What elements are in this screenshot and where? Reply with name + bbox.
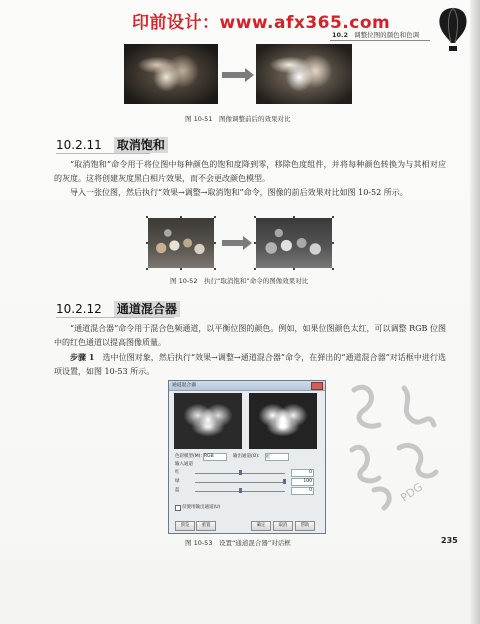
reset-button[interactable]: 重置 [196, 521, 216, 531]
channel-red-label: 红 [175, 470, 180, 475]
channel-green-slider[interactable] [195, 482, 285, 483]
color-model-label: 色彩模型(M): [175, 454, 202, 459]
section-heading-10-2-12 [56, 300, 180, 317]
help-button[interactable]: 帮助 [295, 521, 315, 531]
color-model-value: RGB [204, 454, 214, 459]
page-bottom-margin [0, 560, 480, 624]
figure-52-before-image [148, 218, 214, 268]
color-model-select[interactable] [203, 453, 227, 461]
mono-label: 仅使用输出通道(U) [182, 505, 221, 510]
step-text: 选中位图对象，然后执行“效果→调整→通道混合器”命令，在弹出的“通道混合器”对话框中进行选项设置，如图 10-53 所示。 [54, 353, 446, 376]
figure-51-caption: 图 10-51 图像调整前后的效果对比 [185, 115, 291, 123]
seal-text: PDG [398, 480, 426, 505]
channel-mixer-dialog [168, 380, 326, 534]
running-head-section-number: 10.2 [332, 31, 349, 39]
page-number: 235 [441, 536, 458, 545]
channel-green-thumb[interactable] [283, 479, 286, 484]
input-channels-label: 输入通道 [175, 462, 193, 467]
preview-button[interactable]: 预览 [175, 521, 195, 531]
running-head [332, 30, 419, 39]
figure-52-after-image [256, 218, 332, 268]
figure-52-caption: 图 10-52 执行“取消饱和”命令的图像效果对比 [170, 277, 309, 285]
output-channel-select[interactable] [265, 453, 289, 461]
output-channel-value: 红 [266, 455, 271, 460]
cancel-button[interactable]: 取消 [273, 521, 293, 531]
figure-51-arrow-icon [222, 72, 246, 78]
figure-52-arrow-icon [222, 240, 244, 246]
channel-green-label: 绿 [175, 479, 180, 484]
channel-blue-label: 蓝 [175, 488, 180, 493]
section-number: 10.2.12 [56, 302, 102, 316]
channel-red-thumb[interactable] [239, 470, 242, 475]
preview-after-image [249, 393, 317, 449]
paragraph: 导入一张位图，然后执行“效果→调整→取消饱和”命令，图像的前后效果对比如图 10-52 所示。 [70, 188, 408, 197]
running-head-section-title: 调整位图的颜色和色调 [354, 31, 420, 39]
dialog-title: 通道混合器 [169, 381, 325, 391]
section-heading-10-2-11 [56, 136, 168, 153]
close-icon[interactable] [311, 382, 323, 390]
section-heading-rule [56, 317, 174, 318]
ok-button[interactable]: 确定 [251, 521, 271, 531]
figure-53-caption: 图 10-53 设置“通道混合器”对话框 [185, 539, 291, 547]
figure-51-after-image [256, 44, 352, 104]
preview-before-image [174, 393, 242, 449]
paragraph: “取消饱和”命令用于将位图中每种颜色的饱和度降到零，移除色度组件，并将每种颜色转换为与其相对应的灰度。这将创建灰度黑白相片效果，而不会更改颜色模型。 [54, 160, 446, 183]
section-number: 10.2.11 [56, 138, 102, 152]
channel-blue-thumb[interactable] [239, 488, 242, 493]
channel-blue-value[interactable]: 0 [291, 487, 314, 495]
channel-green-value[interactable]: 100 [291, 478, 314, 486]
output-channel-label: 输出通道(O): [233, 454, 260, 459]
figure-51-before-image [124, 44, 218, 104]
channel-red-value[interactable]: 0 [291, 469, 314, 477]
paragraph: “通道混合器”命令用于混合色频通道，以平衡位图的颜色。例如，如果位图颜色太红，可以调整 RGB 位图中的红色通道以提高图像质量。 [54, 324, 446, 347]
step-label: 步骤 1 [70, 352, 95, 362]
seal-stamp [334, 370, 454, 520]
watermark-banner: 印前设计：www.afx365.com [132, 13, 391, 33]
section-title: 取消饱和 [114, 137, 168, 153]
hot-air-balloon-icon [436, 6, 470, 52]
section-title: 通道混合器 [114, 301, 180, 317]
book-fore-edge [470, 0, 480, 624]
section-heading-rule [56, 153, 150, 154]
mono-checkbox[interactable] [175, 505, 181, 511]
header-rule [330, 40, 430, 41]
